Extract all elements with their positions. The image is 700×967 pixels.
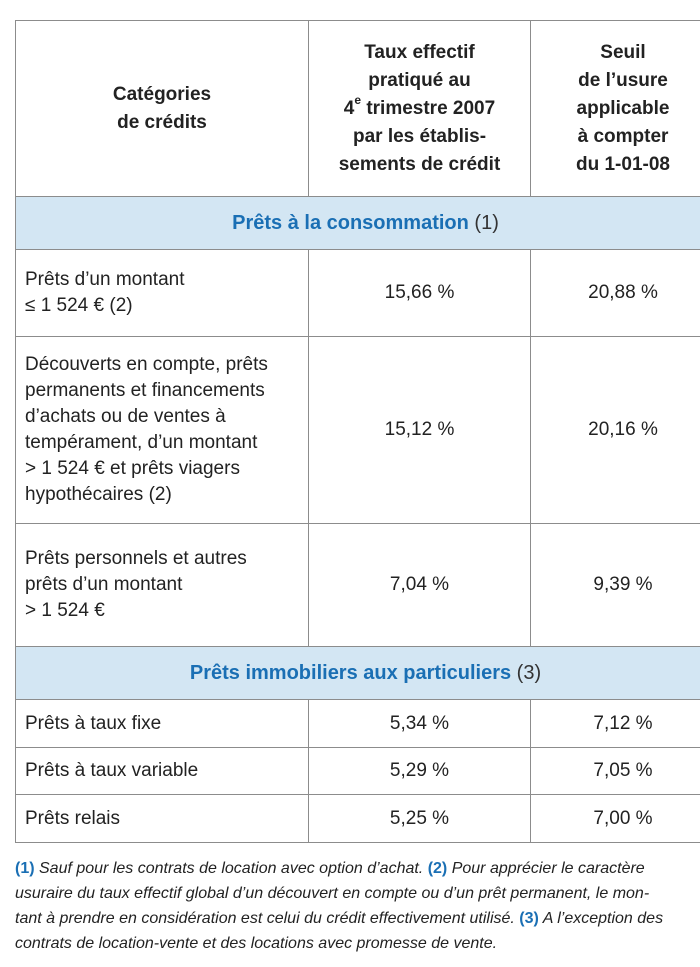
taux-cell: 5,34 %: [309, 700, 531, 748]
category-cell: Prêts à taux variable: [16, 748, 309, 795]
footnotes: (1) Sauf pour les contrats de location avec option d’achat. (2) Pour apprécier le caractère usuraire du taux effectif global d’un découvert en compte ou d’un prêt permanent, le mon- tant à prendre en considération est celui du crédit effectivement utilisé. (3) A l’exception des contrats de location-vente et des locations avec promesse de vente.: [15, 860, 664, 952]
section-note: (1): [468, 211, 499, 234]
section-note: (3): [511, 661, 542, 684]
category-cell: Prêts à taux fixe: [16, 700, 309, 748]
table-row: [16, 700, 700, 748]
taux-cell: 15,12 %: [309, 337, 531, 524]
seuil-cell: 7,12 %: [531, 700, 700, 748]
header-taux-effectif: Taux effectif pratiqué au 4e trimestre 2007 par les établis- sements de crédit: [309, 21, 531, 197]
section-title: Prêts à la consommation: [232, 211, 469, 234]
header-categories: Catégories de crédits: [16, 21, 309, 197]
usury-rates-table: [15, 20, 700, 843]
footnote-number: (1): [15, 860, 35, 877]
category-cell: Prêts personnels et autres prêts d’un montant > 1 524 €: [16, 524, 309, 647]
header-seuil-usure: Seuil de l’usure applicable à compter du 1-01-08: [531, 21, 700, 197]
seuil-cell: 9,39 %: [531, 524, 700, 647]
section-title: Prêts immobiliers aux particuliers: [189, 661, 512, 684]
table-row: [16, 250, 700, 337]
footnote-number: (2): [427, 860, 448, 877]
taux-cell: 5,25 %: [309, 795, 531, 843]
category-cell: Prêts relais: [16, 795, 309, 843]
table-row: [16, 524, 700, 647]
table-row: [16, 337, 700, 524]
taux-cell: 15,66 %: [309, 250, 531, 337]
taux-cell: 5,29 %: [309, 748, 531, 795]
category-cell: Découverts en compte, prêts permanents et financements d’achats ou de ventes à tempérament, d’un montant > 1 524 € et prêts viagers hypothécaires (2): [16, 337, 309, 524]
seuil-cell: 7,05 %: [531, 748, 700, 795]
category-cell: Prêts d’un montant ≤ 1 524 € (2): [16, 250, 309, 337]
section-header-immobiliers: [16, 647, 700, 700]
table-header-row: [16, 21, 700, 197]
table-row: [16, 795, 700, 843]
seuil-cell: 20,88 %: [531, 250, 700, 337]
table-row: [16, 748, 700, 795]
footnote-number: (3): [519, 910, 539, 927]
taux-cell: 7,04 %: [309, 524, 531, 647]
section-header-consommation: [16, 197, 700, 250]
seuil-cell: 7,00 %: [531, 795, 700, 843]
seuil-cell: 20,16 %: [531, 337, 700, 524]
